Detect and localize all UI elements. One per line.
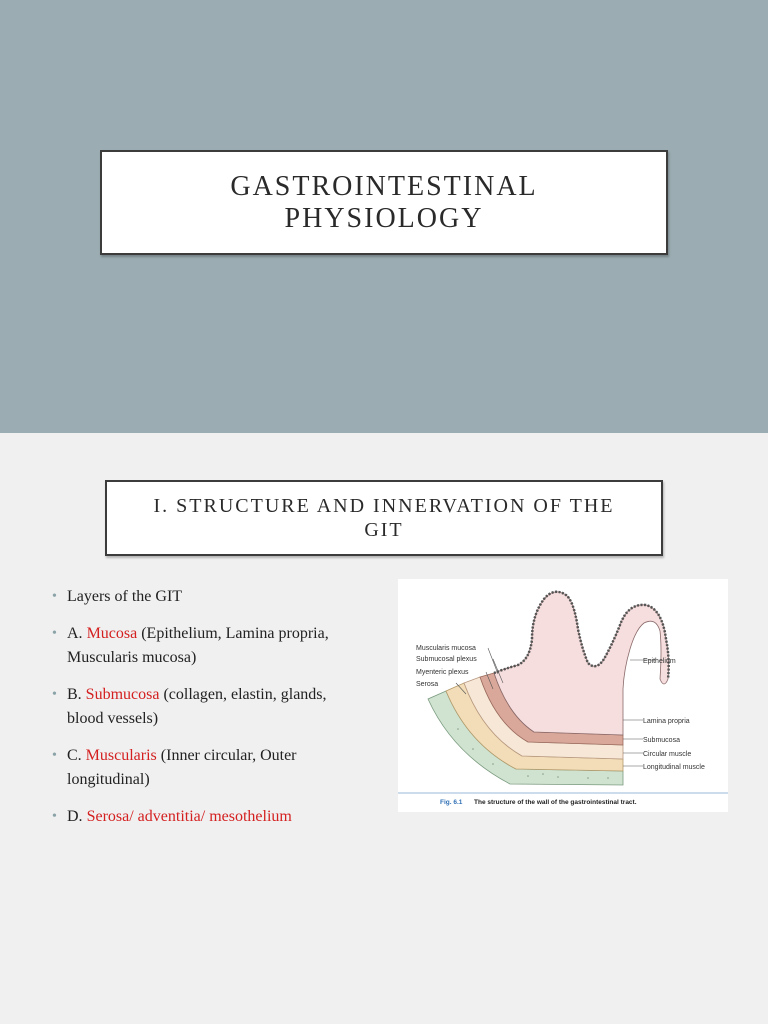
label-serosa: Serosa [416, 681, 439, 688]
bullet-dot: • [52, 626, 57, 641]
bullet-prefix: C. [67, 747, 86, 764]
bullet-text: Layers of the GIT [67, 588, 183, 605]
figure-number: Fig. 6.1 [440, 799, 463, 806]
bullet-detail: (collagen, elastin, glands, blood vessels) [67, 686, 327, 727]
label-longitudinal-muscle: Longitudinal muscle [643, 764, 705, 771]
bullet-item [52, 585, 352, 609]
bullet-term: Submucosa [85, 686, 160, 703]
git-wall-diagram [398, 579, 728, 812]
bullet-term: Mucosa [86, 625, 138, 642]
title-slide [0, 0, 768, 433]
figure-caption: The structure of the wall of the gastrointestinal tract. [474, 799, 637, 806]
bullet-prefix: D. [67, 808, 87, 825]
bullet-detail: (Epithelium, Lamina propria, Muscularis mucosa) [67, 625, 329, 666]
label-muscularis-mucosa: Muscularis mucosa [416, 645, 476, 652]
bullet-item [52, 622, 352, 670]
label-submucosal-plexus: Submucosal plexus [416, 656, 477, 663]
presentation-title [100, 150, 668, 255]
bullet-dot: • [52, 687, 57, 702]
bullet-dot: • [52, 809, 57, 824]
bullet-dot: • [52, 748, 57, 763]
bullet-item [52, 805, 352, 829]
bullet-item [52, 744, 352, 792]
bullet-term: Serosa/ adventitia/ mesothelium [86, 808, 292, 825]
bullet-prefix: B. [67, 686, 86, 703]
label-epithelium: Epithelium [643, 658, 676, 665]
label-submucosa: Submucosa [643, 737, 680, 744]
section-title-line-2: GIT [364, 519, 404, 541]
label-myenteric-plexus: Myenteric plexus [416, 669, 469, 676]
title-line-1: GASTROINTESTINAL [230, 170, 538, 202]
bullet-term: Muscularis [85, 747, 157, 764]
section-title-line-1: I. STRUCTURE AND INNERVATION OF THE [153, 495, 615, 517]
bullet-prefix: A. [67, 625, 87, 642]
label-lamina-propria: Lamina propria [643, 718, 690, 725]
bullet-dot: • [52, 589, 57, 604]
bullet-item [52, 683, 352, 731]
layer-bullet-list [52, 585, 352, 842]
title-line-2: PHYSIOLOGY [284, 202, 484, 234]
section-title [105, 480, 663, 556]
git-wall-figure [398, 579, 728, 812]
label-circular-muscle: Circular muscle [643, 751, 692, 758]
bullet-detail: (Inner circular, Outer longitudinal) [67, 747, 297, 788]
content-slide [0, 433, 768, 1024]
